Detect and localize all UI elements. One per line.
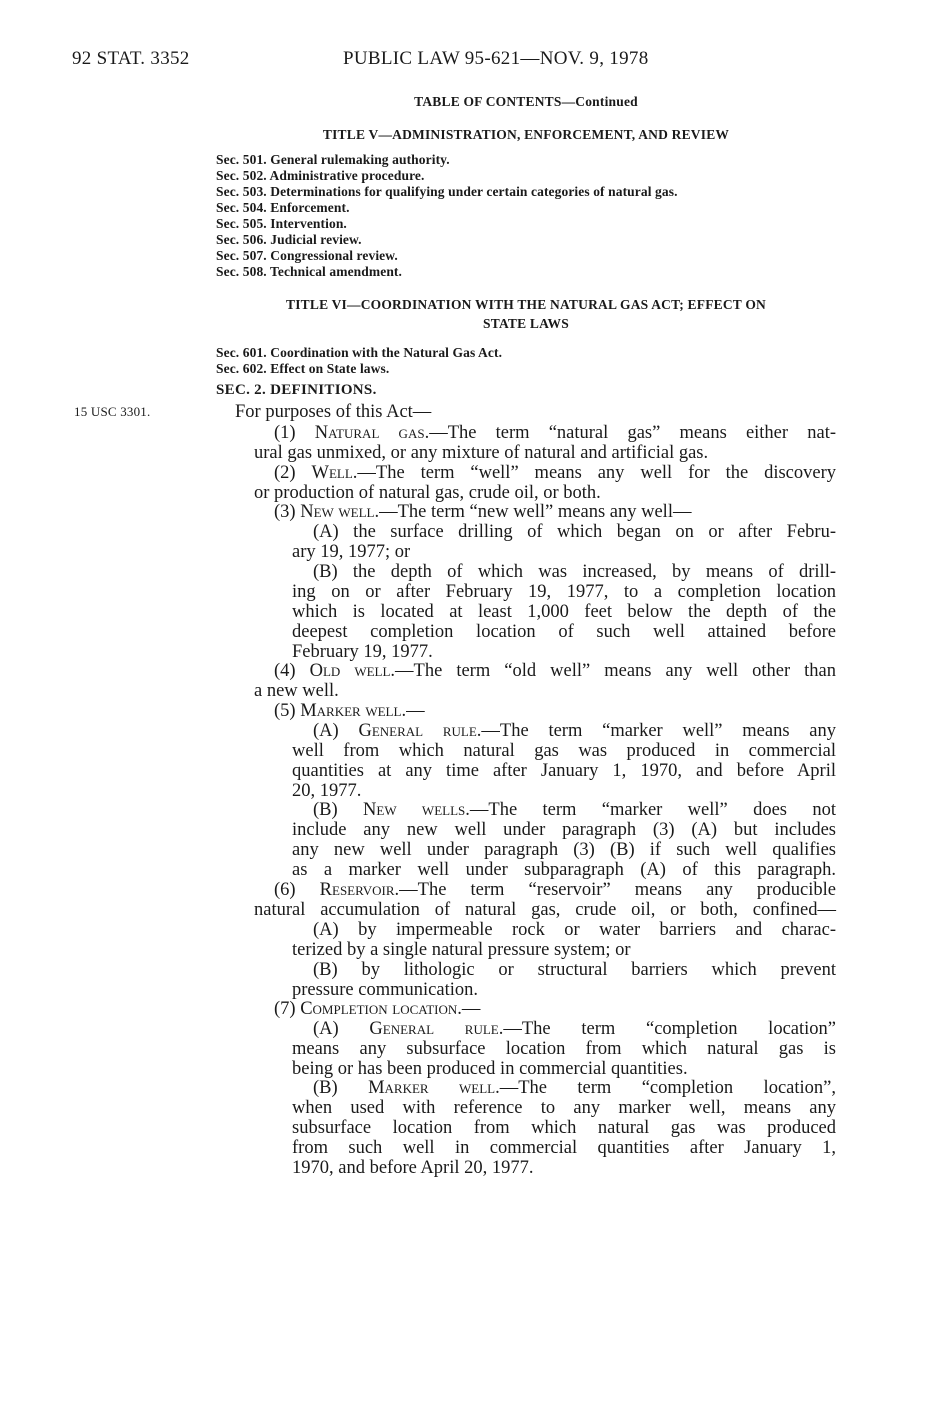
paragraph-5-line: (5) Marker well.— <box>274 701 425 721</box>
paragraph-6-line: (6) Reservoir.—The term “reservoir” means any producible <box>274 880 837 900</box>
toc-item: Sec. 502. Administrative procedure. <box>216 168 425 183</box>
paragraph-2-line: or production of natural gas, crude oil, or both. <box>254 483 601 503</box>
paragraph-3a-line: ary 19, 1977; or <box>292 542 411 562</box>
paragraph-3-line: (3) New well.—The term “new well” means any well— <box>274 502 692 522</box>
toc-title-vi-line2: STATE LAWS <box>483 316 569 331</box>
paragraph-6-line: natural accumulation of natural gas, crude oil, or both, confined— <box>254 900 836 920</box>
toc-heading: TABLE OF CONTENTS—Continued <box>414 94 638 109</box>
paragraph-5b-line: include any new well under paragraph (3) (A) but includes <box>292 820 836 840</box>
paragraph-3b-line: deepest completion location of such well attained before <box>292 622 836 642</box>
toc-title-v: TITLE V—ADMINISTRATION, ENFORCEMENT, AND REVIEW <box>322 127 730 142</box>
paragraph-7b-line: subsurface location from which natural gas was produced <box>292 1118 836 1138</box>
toc-item: Sec. 503. Determinations for qualifying under certain categories of natural gas. <box>216 184 678 199</box>
paragraph-5b-line: any new well under paragraph (3) (B) if such well qualifies <box>292 840 836 860</box>
usc-margin-citation: 15 USC 3301. <box>74 404 151 419</box>
paragraph-7a-line: (A) General rule.—The term “completion location” <box>313 1019 836 1039</box>
paragraph-7b-line: 1970, and before April 20, 1977. <box>292 1158 534 1178</box>
paragraph-2-line: (2) Well.—The term “well” means any well for the discovery <box>274 463 836 483</box>
paragraph-1-line: (1) Natural gas.—The term “natural gas” means either nat- <box>274 423 836 443</box>
toc-item: Sec. 602. Effect on State laws. <box>216 361 390 376</box>
paragraph-caption: Well <box>311 463 353 483</box>
paragraph-3b-line: which is located at least 1,000 feet below the depth of the <box>292 602 836 622</box>
paragraph-7b-line: from such well in commercial quantities after January 1, <box>292 1138 836 1158</box>
paragraph-4-line: a new well. <box>254 681 339 701</box>
paragraph-6b-line: (B) by lithologic or structural barriers which prevent <box>313 960 836 980</box>
section-intro: For purposes of this Act— <box>235 402 432 422</box>
paragraph-caption: General rule <box>369 1019 499 1039</box>
paragraph-5a-line: quantities at any time after January 1, 1970, and before April <box>292 761 836 781</box>
paragraph-7a-line: means any subsurface location from which natural gas is <box>292 1039 836 1059</box>
toc-item: Sec. 501. General rulemaking authority. <box>216 152 450 167</box>
toc-title-vi-line1: TITLE VI—COORDINATION WITH THE NATURAL GAS ACT; EFFECT ON <box>286 297 766 312</box>
paragraph-3a-line: (A) the surface drilling of which began on or after Febru- <box>313 522 836 542</box>
paragraph-caption: Reservoir <box>319 880 395 900</box>
public-law-header: PUBLIC LAW 95-621—NOV. 9, 1978 <box>343 48 649 69</box>
toc-item: Sec. 508. Technical amendment. <box>216 264 403 279</box>
paragraph-caption: Completion location <box>300 999 458 1019</box>
paragraph-7-line: (7) Completion location.— <box>274 999 481 1019</box>
paragraph-caption: Natural gas <box>314 423 425 443</box>
paragraph-caption: General rule <box>358 721 477 741</box>
toc-item: Sec. 507. Congressional review. <box>216 248 398 263</box>
paragraph-7b-line: (B) Marker well.—The term “completion location”, <box>313 1078 836 1098</box>
toc-item: Sec. 506. Judicial review. <box>216 232 362 247</box>
paragraph-3b-line: February 19, 1977. <box>292 642 433 662</box>
paragraph-3b-line: ing on or after February 19, 1977, to a completion location <box>292 582 836 602</box>
stat-page-reference: 92 STAT. 3352 <box>72 48 190 69</box>
paragraph-6a-line: (A) by impermeable rock or water barriers and charac- <box>313 920 836 940</box>
paragraph-caption: New well <box>300 502 375 522</box>
paragraph-1-line: ural gas unmixed, or any mixture of natural and artificial gas. <box>254 443 709 463</box>
toc-item: Sec. 601. Coordination with the Natural Gas Act. <box>216 345 503 360</box>
paragraph-7b-line: when used with reference to any marker well, means any <box>292 1098 836 1118</box>
paragraph-5b-line: as a marker well under subparagraph (A) of this paragraph. <box>292 860 836 880</box>
paragraph-7a-line: being or has been produced in commercial quantities. <box>292 1059 688 1079</box>
paragraph-3b-line: (B) the depth of which was increased, by means of drill- <box>313 562 836 582</box>
paragraph-6a-line: terized by a single natural pressure system; or <box>292 940 631 960</box>
paragraph-5a-line: 20, 1977. <box>292 781 362 801</box>
paragraph-caption: Marker well <box>300 701 402 721</box>
toc-item: Sec. 505. Intervention. <box>216 216 347 231</box>
paragraph-caption: New wells <box>363 800 466 820</box>
paragraph-caption: Old well <box>309 661 391 681</box>
paragraph-caption: Marker well <box>368 1078 496 1098</box>
paragraph-5a-line: well from which natural gas was produced in commercial <box>292 741 836 761</box>
paragraph-5a-line: (A) General rule.—The term “marker well” means any <box>313 721 837 741</box>
section-heading: SEC. 2. DEFINITIONS. <box>216 382 377 398</box>
paragraph-5b-line: (B) New wells.—The term “marker well” does not <box>313 800 836 820</box>
paragraph-6b-line: pressure communication. <box>292 980 478 1000</box>
paragraph-4-line: (4) Old well.—The term “old well” means any well other than <box>274 661 836 681</box>
toc-item: Sec. 504. Enforcement. <box>216 200 350 215</box>
